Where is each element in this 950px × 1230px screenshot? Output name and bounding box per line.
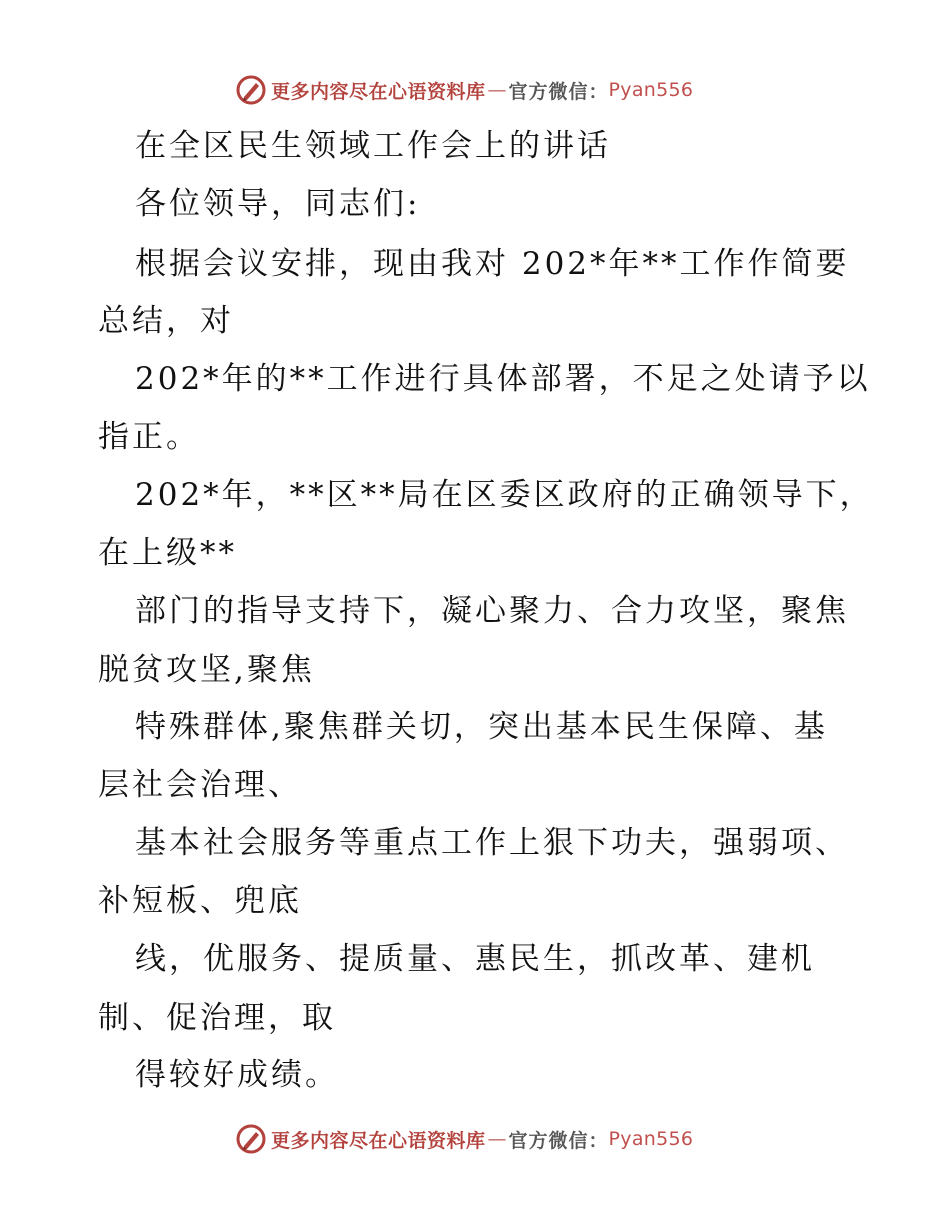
watermark-label: 官方微信： <box>508 1129 609 1152</box>
salutation: 各位领导，同志们: <box>135 186 421 222</box>
watermark-label: 官方微信： <box>508 80 609 103</box>
paragraph-line: 202*年的**工作进行具体部署，不足之处请予以 <box>135 361 871 397</box>
paragraph-line: 得较好成绩。 <box>135 1057 339 1093</box>
watermark-separator: — <box>487 79 507 101</box>
paragraph-line: 制、促治理，取 <box>98 1000 336 1036</box>
document-title: 在全区民生领域工作会上的讲话 <box>135 128 611 164</box>
paragraph-line: 基本社会服务等重点工作上狠下功夫，强弱项、 <box>135 825 849 861</box>
paragraph-line: 指正。 <box>98 419 200 455</box>
paragraph-line: 层社会治理、 <box>98 767 302 803</box>
watermark-id: Pyan556 <box>608 1128 694 1150</box>
watermark-main-text: 更多内容尽在心语资料库 <box>271 1129 486 1152</box>
watermark-separator: — <box>487 1128 507 1150</box>
header-watermark <box>235 73 693 107</box>
watermark-id: Pyan556 <box>608 79 694 101</box>
paragraph-line: 总结，对 <box>98 303 234 339</box>
paragraph-line: 在上级** <box>98 535 237 571</box>
paragraph-line: 线，优服务、提质量、惠民生，抓改革、建机 <box>135 941 815 977</box>
paragraph-line: 202*年，**区**局在区委区政府的正确领导下， <box>135 477 874 513</box>
paragraph-line: 根据会议安排，现由我对 202*年**工作作简要 <box>135 246 850 282</box>
paragraph-line: 脱贫攻坚,聚焦 <box>98 652 315 688</box>
watermark-main-text: 更多内容尽在心语资料库 <box>271 80 486 103</box>
pen-seal-logo-icon <box>235 74 267 106</box>
footer-watermark <box>235 1122 693 1156</box>
paragraph-line: 部门的指导支持下，凝心聚力、合力攻坚，聚焦 <box>135 593 849 629</box>
pen-seal-logo-icon <box>235 1123 267 1155</box>
paragraph-line: 特殊群体,聚焦群关切，突出基本民生保障、基 <box>135 709 828 745</box>
paragraph-line: 补短板、兜底 <box>98 883 302 919</box>
